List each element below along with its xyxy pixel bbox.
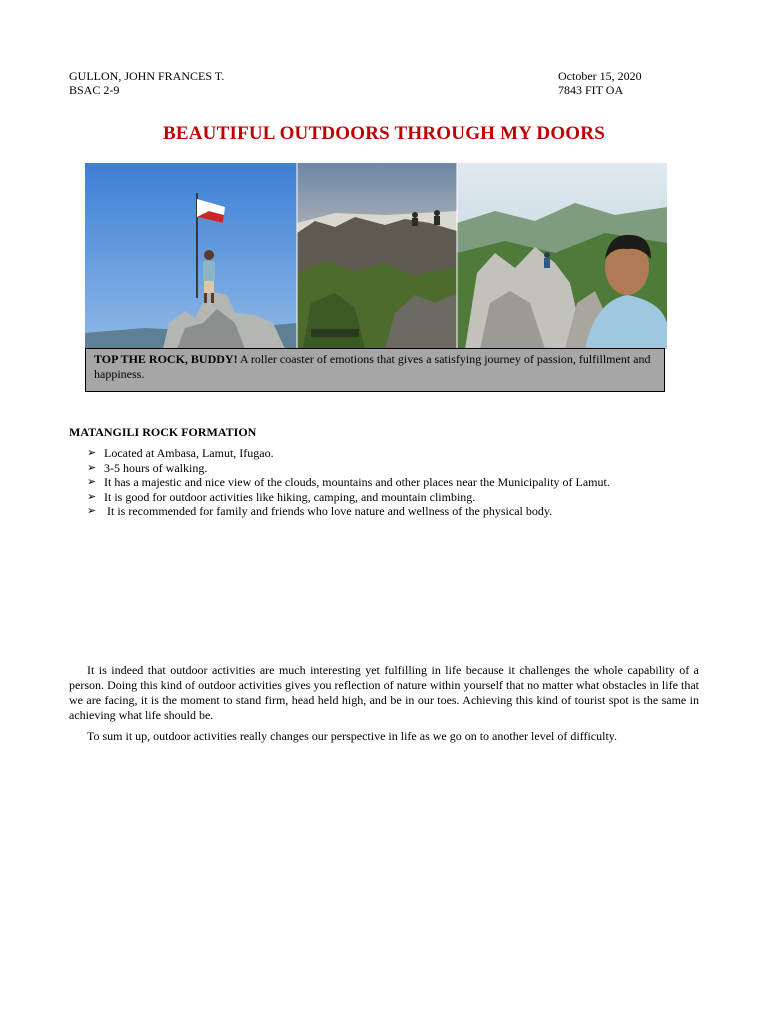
photo-flag-summit bbox=[85, 163, 297, 349]
header-left bbox=[69, 69, 224, 97]
list-item: ➢ It has a majestic and nice view of the clouds, mountains and other places near the Municipality of Lamut. bbox=[87, 475, 610, 489]
feature-list bbox=[87, 446, 707, 519]
arrow-bullet-icon: ➢ bbox=[87, 490, 97, 503]
body-paragraph-1: It is indeed that outdoor activities are much interesting yet fulfilling in life because it challenges the whole capability of a person. Doing this kind of outdoor activities gives you reflection of nature within yourself that no matter what obstacles in life that we are facing, it is the moment to stand firm, head held high, and be in our toes. Achieving this kind of tourist spot is the same in achieving what life should be. bbox=[69, 663, 699, 722]
list-item: ➢ Located at Ambasa, Lamut, Ifugao. bbox=[87, 446, 274, 460]
list-item: ➢ It is recommended for family and friends who love nature and wellness of the physical body. bbox=[87, 504, 553, 518]
photo-caption bbox=[85, 348, 665, 392]
course-code: 7843 FIT OA bbox=[558, 83, 624, 97]
arrow-bullet-icon: ➢ bbox=[87, 461, 97, 474]
document-date: October 15, 2020 bbox=[558, 69, 642, 83]
photo-selfie-rocks bbox=[457, 163, 667, 349]
header-right bbox=[558, 69, 642, 97]
page-title: BEAUTIFUL OUTDOORS THROUGH MY DOORS bbox=[163, 123, 605, 144]
list-item: ➢ It is good for outdoor activities like hiking, camping, and mountain climbing. bbox=[87, 489, 476, 504]
arrow-bullet-icon: ➢ bbox=[87, 505, 97, 517]
caption-lead: TOP THE ROCK, BUDDY! bbox=[94, 352, 238, 366]
arrow-bullet-icon: ➢ bbox=[87, 476, 97, 488]
caption-text: A roller coaster of emotions that gives a satisfying journey of passion, fulfillment and happiness. bbox=[94, 352, 651, 381]
photo-collage bbox=[85, 163, 667, 349]
photo-rocks-sunset bbox=[297, 163, 457, 349]
section-title: MATANGILI ROCK FORMATION bbox=[69, 425, 257, 439]
student-section: BSAC 2-9 bbox=[69, 83, 120, 97]
body-paragraph-2: To sum it up, outdoor activities really changes our perspective in life as we go on to another level of difficulty. bbox=[87, 729, 618, 743]
list-item: ➢ 3-5 hours of walking. bbox=[87, 460, 208, 475]
arrow-bullet-icon: ➢ bbox=[87, 447, 97, 459]
student-name: GULLON, JOHN FRANCES T. bbox=[69, 69, 225, 83]
